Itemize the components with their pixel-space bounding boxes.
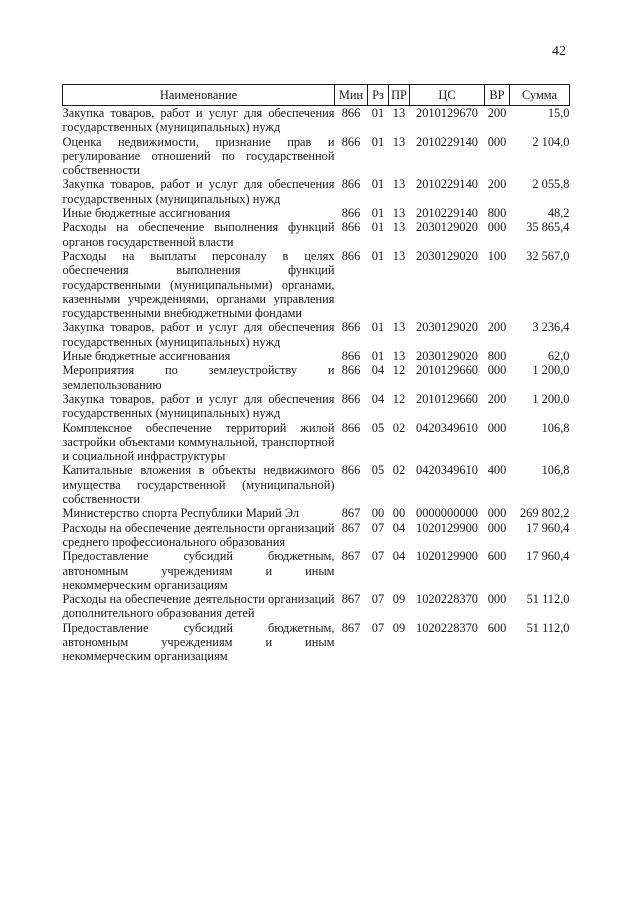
row-vr: 000 <box>487 420 507 435</box>
row-min: 866 <box>341 177 361 192</box>
table-row <box>63 106 570 135</box>
row-vr: 600 <box>487 620 507 635</box>
row-rz: 05 <box>371 463 385 478</box>
row-name: Предоставление субсидий бюджетным, автономным учреждениям и иным некоммерческим организациям <box>62 620 335 664</box>
row-sum: 1 200,0 <box>532 391 570 406</box>
budget-table <box>62 84 570 664</box>
table-row <box>63 363 570 392</box>
row-sum: 106,8 <box>541 463 570 478</box>
row-vr: 200 <box>487 391 507 406</box>
row-min: 866 <box>341 206 361 221</box>
row-pr: 00 <box>392 506 406 521</box>
row-name: Иные бюджетные ассигнования <box>62 349 231 364</box>
row-rz: 04 <box>371 363 385 378</box>
table-row <box>63 621 570 664</box>
row-name: Комплексное обеспечение территорий жилой застройки объектами коммунальной, транспортной и социальной инфраструктуры <box>62 420 335 464</box>
row-pr: 12 <box>392 391 406 406</box>
row-vr: 200 <box>487 106 507 120</box>
table-row <box>63 249 570 320</box>
row-vr: 000 <box>487 506 507 521</box>
row-vr: 200 <box>487 177 507 192</box>
row-min: 866 <box>341 391 361 406</box>
row-name: Министерство спорта Республики Марий Эл <box>62 506 300 521</box>
row-name: Мероприятия по землеустройству и землепользованию <box>62 363 335 392</box>
row-sum: 269 802,2 <box>519 506 570 521</box>
row-cs: 1020228370 <box>416 620 478 635</box>
header-cs: ЦС <box>410 85 485 106</box>
row-min: 866 <box>341 463 361 478</box>
row-min: 866 <box>341 420 361 435</box>
row-pr: 12 <box>392 363 406 378</box>
row-cs: 1020129900 <box>416 549 478 564</box>
row-name: Иные бюджетные ассигнования <box>62 206 231 221</box>
row-pr: 13 <box>392 248 406 263</box>
row-name: Закупка товаров, работ и услуг для обеспечения государственных (муниципальных) нужд <box>62 391 335 421</box>
table-row <box>63 463 570 506</box>
row-rz: 07 <box>371 620 385 635</box>
row-cs: 2010129660 <box>416 363 478 378</box>
row-rz: 01 <box>371 206 385 221</box>
table-row <box>63 421 570 464</box>
row-min: 866 <box>341 220 361 235</box>
row-sum: 106,8 <box>541 420 570 435</box>
page-number: 42 <box>552 44 566 59</box>
row-sum: 51 112,0 <box>526 620 570 635</box>
row-pr: 04 <box>392 549 406 564</box>
row-cs: 1020228370 <box>416 592 478 607</box>
table-row <box>63 592 570 621</box>
row-sum: 2 104,0 <box>532 134 570 149</box>
row-vr: 000 <box>487 592 507 607</box>
row-vr: 800 <box>487 206 507 221</box>
row-vr: 400 <box>487 463 507 478</box>
table-row <box>63 349 570 363</box>
row-cs: 2010229140 <box>416 206 478 221</box>
row-vr: 000 <box>487 363 507 378</box>
row-name: Оценка недвижимости, признание прав и регулирование отношений по государственной собственности <box>62 134 335 178</box>
row-vr: 100 <box>487 248 507 263</box>
header-vr: ВР <box>485 85 510 106</box>
row-min: 867 <box>341 620 361 635</box>
table-header-row <box>63 85 570 106</box>
row-sum: 48,2 <box>547 206 570 221</box>
row-vr: 800 <box>487 349 507 364</box>
row-sum: 32 567,0 <box>526 248 570 263</box>
row-pr: 13 <box>392 349 406 364</box>
row-name: Расходы на обеспечение выполнения функций органов государственной власти <box>62 220 335 249</box>
row-cs: 2010229140 <box>416 134 478 149</box>
row-vr: 000 <box>487 520 507 535</box>
row-name: Закупка товаров, работ и услуг для обеспечения государственных (муниципальных) нужд <box>62 177 335 206</box>
row-cs: 2010129670 <box>416 106 478 120</box>
row-name: Капитальные вложения в объекты недвижимого имущества государственной (муниципальной) собственности <box>62 463 335 507</box>
row-rz: 01 <box>371 349 385 364</box>
header-min: Мин <box>335 85 368 106</box>
row-cs: 0000000000 <box>416 506 478 521</box>
row-cs: 2030129020 <box>416 320 478 335</box>
header-sum: Сумма <box>510 85 570 106</box>
row-rz: 01 <box>371 248 385 263</box>
row-vr: 000 <box>487 220 507 235</box>
row-name: Расходы на обеспечение деятельности организаций среднего профессионального образования <box>62 520 335 549</box>
row-cs: 2030129020 <box>416 248 478 263</box>
row-sum: 62,0 <box>547 349 570 364</box>
row-rz: 07 <box>371 549 385 564</box>
row-cs: 1020129900 <box>416 520 478 535</box>
row-rz: 00 <box>371 506 385 521</box>
row-min: 866 <box>341 248 361 263</box>
row-cs: 2030129020 <box>416 349 478 364</box>
row-pr: 13 <box>392 206 406 221</box>
row-rz: 07 <box>371 592 385 607</box>
row-rz: 01 <box>371 177 385 192</box>
table-row <box>63 135 570 178</box>
row-name: Предоставление субсидий бюджетным, автономным учреждениям и иным некоммерческим организациям <box>62 549 335 592</box>
row-rz: 05 <box>371 420 385 435</box>
table-row <box>63 177 570 206</box>
row-sum: 35 865,4 <box>526 220 570 235</box>
row-sum: 17 960,4 <box>526 549 570 564</box>
row-min: 867 <box>341 592 361 607</box>
row-min: 866 <box>341 349 361 364</box>
row-rz: 01 <box>371 106 385 120</box>
table-row <box>63 206 570 220</box>
row-sum: 51 112,0 <box>526 592 570 607</box>
row-pr: 13 <box>392 220 406 235</box>
row-name: Расходы на обеспечение деятельности организаций дополнительного образования детей <box>62 592 335 621</box>
row-cs: 0420349610 <box>416 463 478 478</box>
header-pr: ПР <box>389 85 410 106</box>
row-rz: 01 <box>371 134 385 149</box>
header-name: Наименование <box>63 85 335 106</box>
row-cs: 2010229140 <box>416 177 478 192</box>
row-min: 867 <box>341 549 361 564</box>
row-min: 866 <box>341 134 361 149</box>
row-sum: 3 236,4 <box>532 320 570 335</box>
table-row <box>63 392 570 421</box>
row-pr: 02 <box>392 463 406 478</box>
row-pr: 13 <box>392 320 406 335</box>
row-sum: 1 200,0 <box>532 363 570 378</box>
table-row <box>63 220 570 249</box>
row-min: 867 <box>341 520 361 535</box>
row-pr: 09 <box>392 592 406 607</box>
row-pr: 13 <box>392 134 406 149</box>
row-name: Расходы на выплаты персоналу в целях обеспечения выполнения функций государственными (муниципальными) органами, казенными учреждениями, органами управления государственными внебюджетными фондами <box>62 248 335 321</box>
row-rz: 01 <box>371 320 385 335</box>
row-rz: 07 <box>371 520 385 535</box>
table-row <box>63 521 570 550</box>
row-vr: 200 <box>487 320 507 335</box>
row-sum: 2 055,8 <box>532 177 570 192</box>
row-vr: 600 <box>487 549 507 564</box>
row-rz: 04 <box>371 391 385 406</box>
row-cs: 2030129020 <box>416 220 478 235</box>
row-name: Закупка товаров, работ и услуг для обеспечения государственных (муниципальных) нужд <box>62 106 335 135</box>
row-pr: 13 <box>392 106 406 120</box>
row-pr: 13 <box>392 177 406 192</box>
row-name: Закупка товаров, работ и услуг для обеспечения государственных (муниципальных) нужд <box>62 320 335 349</box>
row-pr: 04 <box>392 520 406 535</box>
row-sum: 15,0 <box>547 106 570 120</box>
row-cs: 2010129660 <box>416 391 478 406</box>
row-cs: 0420349610 <box>416 420 478 435</box>
row-vr: 000 <box>487 134 507 149</box>
row-sum: 17 960,4 <box>526 520 570 535</box>
table-row <box>63 506 570 520</box>
row-pr: 09 <box>392 620 406 635</box>
row-min: 866 <box>341 363 361 378</box>
table-row <box>63 549 570 592</box>
row-min: 866 <box>341 106 361 120</box>
row-pr: 02 <box>392 420 406 435</box>
header-rz: Рз <box>368 85 389 106</box>
row-min: 866 <box>341 320 361 335</box>
row-min: 867 <box>341 506 361 521</box>
row-rz: 01 <box>371 220 385 235</box>
table-row <box>63 320 570 349</box>
